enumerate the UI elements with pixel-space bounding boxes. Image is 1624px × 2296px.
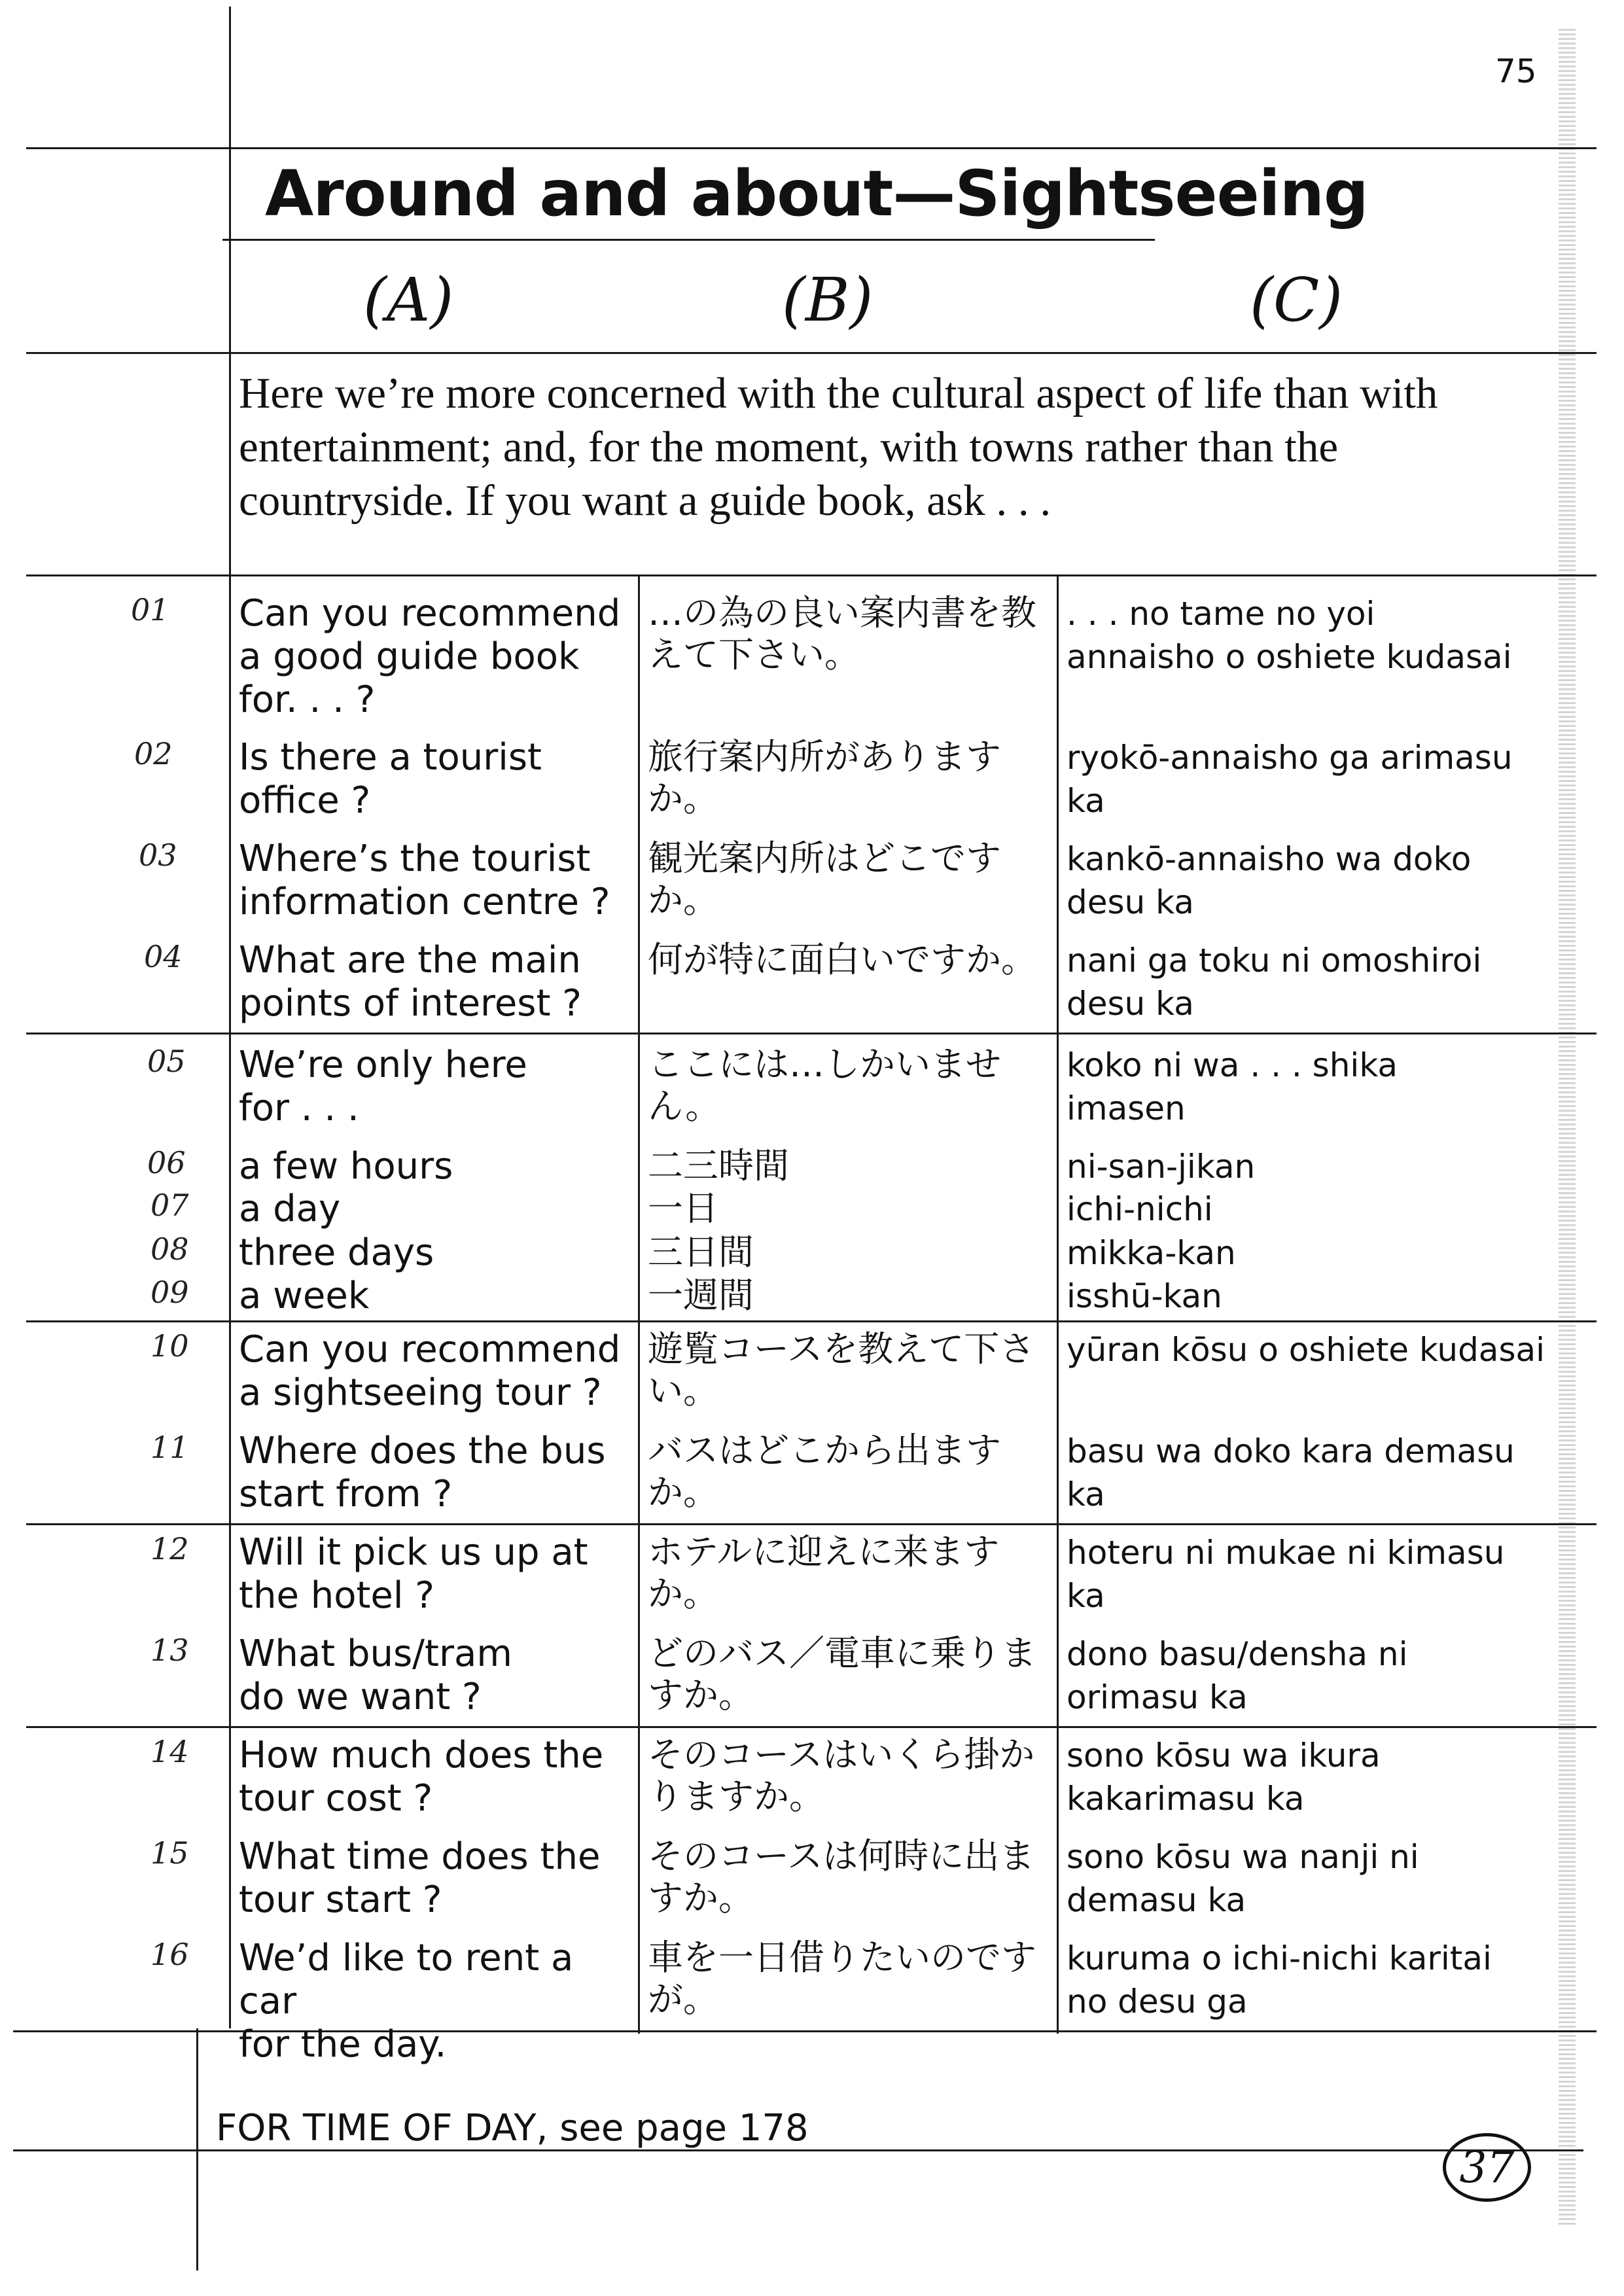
japanese-phrase: 何が特に面白いですか。 (648, 939, 1036, 980)
romaji-phrase: nani ga toku ni omoshiroi desu ka (1067, 942, 1482, 1023)
japanese-phrase: そのコースはいくら掛か りますか。 (648, 1734, 1035, 1817)
margin-line-upper (229, 7, 231, 2028)
english-phrase: a few hours (239, 1145, 453, 1188)
row-number: 04 (144, 939, 183, 974)
romaji-phrase: . . . no tame no yoi annaisho o oshiete kudasai (1067, 595, 1512, 676)
row-number: 01 (131, 592, 169, 627)
english-phrase: Will it pick us up at the hotel ? (239, 1531, 588, 1617)
romaji-phrase: ryokō-annaisho ga arimasu ka (1067, 739, 1513, 820)
row-number: 05 (147, 1044, 186, 1079)
title-underline (222, 239, 1155, 241)
romaji-phrase: hoteru ni mukae ni kimasu ka (1067, 1534, 1505, 1615)
english-phrase: three days (239, 1231, 434, 1274)
romaji-phrase: sono kōsu wa nanji ni demasu ka (1067, 1838, 1419, 1919)
row-number: 09 (150, 1275, 189, 1310)
japanese-phrase: 三日間 (648, 1231, 754, 1273)
english-phrase: We’re only here for . . . (239, 1044, 527, 1129)
japanese-phrase: バスはどこから出ます か。 (648, 1430, 1001, 1513)
japanese-phrase: 観光案内所はどこです か。 (648, 838, 1001, 921)
page-title: Around and about—Sightseeing (265, 157, 1368, 230)
romaji-phrase: mikka-kan (1067, 1234, 1236, 1272)
english-phrase: What are the main points of interest ? (239, 939, 582, 1025)
romaji-phrase: sono kōsu wa ikura kakarimasu ka (1067, 1737, 1381, 1818)
romaji-phrase: koko ni wa . . . shika imasen (1067, 1046, 1398, 1127)
english-phrase: Can you recommend a sightseeing tour ? (239, 1328, 621, 1414)
row-number: 13 (150, 1633, 189, 1668)
page-number: 75 (1495, 52, 1537, 90)
column-label-a: (A) (363, 265, 454, 335)
circled-page-number: 37 (1443, 2133, 1531, 2202)
japanese-phrase: 車を一日借りたいのです が。 (648, 1937, 1036, 2020)
row-number: 02 (134, 736, 173, 771)
romaji-phrase: kuruma o ichi-nichi karitai no desu ga (1067, 1939, 1492, 2021)
japanese-phrase: 二三時間 (648, 1145, 789, 1186)
intro-paragraph: Here we’re more concerned with the cultural aspect of life than with entertainment; and, for the moment, with towns rather than the countryside. If you want a guide book, ask . . . (239, 369, 1438, 525)
english-phrase: Can you recommend a good guide book for. . . ? (239, 592, 621, 721)
row-number: 12 (150, 1531, 189, 1566)
english-phrase: How much does the tour cost ? (239, 1734, 604, 1820)
english-phrase: What time does the tour start ? (239, 1835, 601, 1921)
rule-table-top (26, 574, 1597, 576)
romaji-phrase: kankō-annaisho wa doko desu ka (1067, 840, 1472, 921)
japanese-phrase: 一日 (648, 1188, 718, 1229)
row-number: 03 (139, 838, 177, 873)
column-label-b: (B) (782, 265, 874, 335)
row-number: 16 (150, 1937, 189, 1972)
japanese-phrase: 遊覧コースを教えて下さ い。 (648, 1328, 1035, 1411)
romaji-phrase: dono basu/densha ni orimasu ka (1067, 1635, 1408, 1716)
english-phrase: Where’s the tourist information centre ? (239, 838, 610, 923)
english-phrase: What bus/tram do we want ? (239, 1633, 512, 1718)
rule-group-2 (26, 1320, 1597, 1322)
english-phrase: We’d like to rent a car for the day. (239, 1937, 574, 2066)
rule-footer (13, 2149, 1583, 2151)
romaji-phrase: ni-san-jikan (1067, 1148, 1256, 1186)
japanese-phrase: 旅行案内所があります か。 (648, 736, 1001, 819)
column-divider-ab (638, 574, 640, 2034)
row-number: 06 (147, 1145, 186, 1180)
row-number: 15 (150, 1835, 189, 1871)
row-number: 08 (150, 1231, 189, 1267)
column-label-c: (C) (1250, 265, 1343, 335)
column-divider-bc (1057, 574, 1059, 2034)
rule-group-1 (26, 1033, 1597, 1034)
rule-after-labels (26, 352, 1597, 354)
english-phrase: Is there a tourist office ? (239, 736, 542, 822)
english-phrase: Where does the bus start from ? (239, 1430, 606, 1515)
romaji-phrase: isshū-kan (1067, 1277, 1222, 1315)
japanese-phrase: ホテルに迎えに来ます か。 (648, 1531, 1000, 1614)
row-number: 10 (150, 1328, 189, 1364)
row-number: 14 (150, 1734, 189, 1769)
rule-top (26, 147, 1597, 149)
japanese-phrase: そのコースは何時に出ま すか。 (648, 1835, 1035, 1918)
rule-group-4 (26, 1726, 1597, 1728)
english-phrase: a week (239, 1275, 370, 1317)
row-number: 07 (150, 1188, 189, 1223)
romaji-phrase: yūran kōsu o oshiete kudasai (1067, 1331, 1545, 1369)
footer-note: FOR TIME OF DAY, see page 178 (216, 2107, 809, 2149)
row-number: 11 (150, 1430, 189, 1465)
japanese-phrase: ここには…しかいませ ん。 (648, 1044, 1001, 1127)
japanese-phrase: …の為の良い案内書を教 えて下さい。 (648, 592, 1036, 675)
japanese-phrase: 一週間 (648, 1275, 754, 1316)
japanese-phrase: どのバス／電車に乗りま すか。 (648, 1633, 1036, 1716)
english-phrase: a day (239, 1188, 341, 1230)
rule-group-3 (26, 1523, 1597, 1525)
romaji-phrase: basu wa doko kara demasu ka (1067, 1432, 1515, 1513)
romaji-phrase: ichi-nichi (1067, 1190, 1213, 1228)
